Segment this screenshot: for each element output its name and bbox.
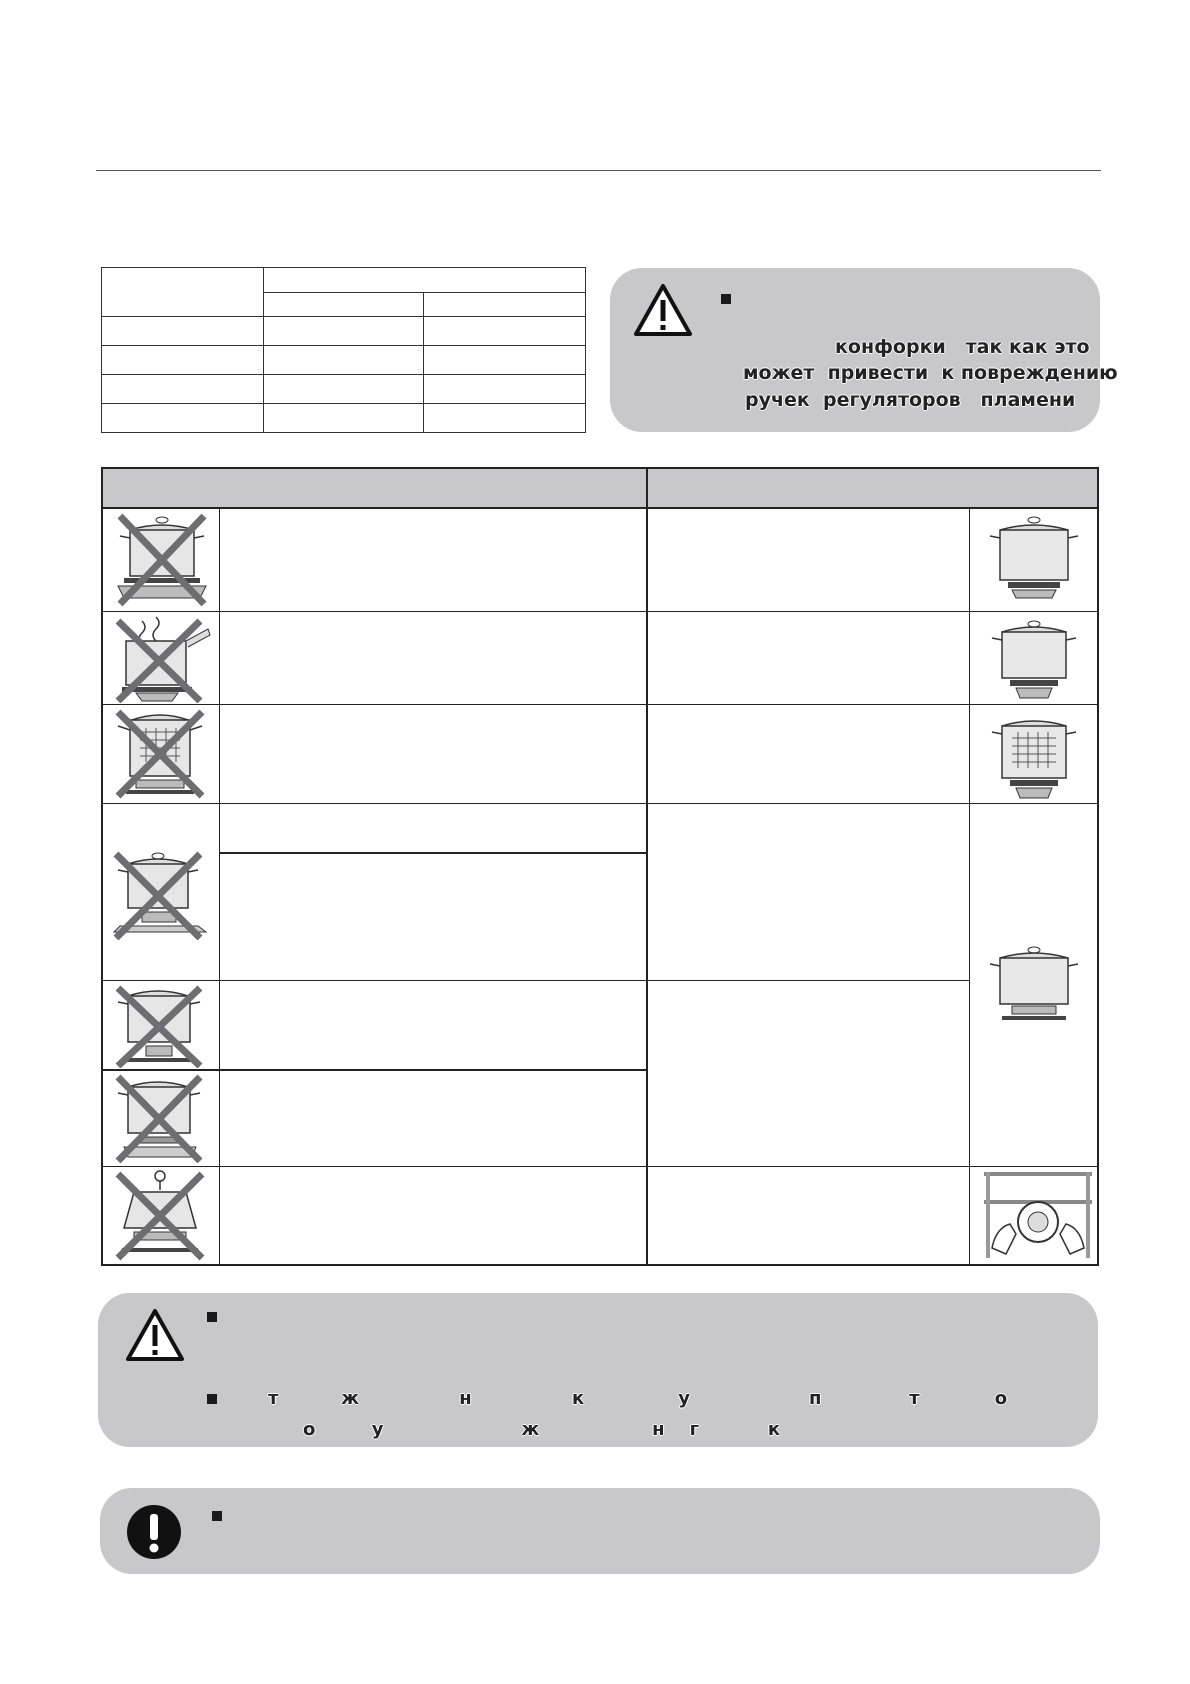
table-cell	[102, 317, 264, 346]
warning-text-line: о у ж н г к	[303, 1419, 781, 1440]
pot-on-burner-crossed-icon	[116, 512, 208, 608]
grid-line	[647, 803, 1098, 804]
grid-line	[101, 1069, 647, 1071]
kettle-on-burner-crossed-icon	[112, 1168, 208, 1262]
table-cell	[264, 404, 424, 433]
warning-triangle-icon	[632, 282, 694, 338]
correct-pot-icon	[988, 618, 1080, 702]
exclamation-circle-icon	[126, 1504, 182, 1560]
pot-on-plate-crossed-icon	[112, 850, 208, 940]
grid-line	[647, 611, 1098, 612]
table-cell	[264, 317, 424, 346]
grid-line	[647, 704, 1098, 705]
grid-line	[1097, 467, 1099, 1266]
correct-pot-icon	[988, 514, 1080, 604]
grid-line	[646, 467, 648, 1266]
grid-line	[101, 803, 647, 804]
grid-line	[101, 1264, 1099, 1266]
table-cell	[424, 292, 586, 317]
small-burner-pot-crossed-icon	[112, 984, 208, 1068]
table-cell	[264, 268, 586, 293]
general-warning-box	[98, 1293, 1098, 1447]
grid-line	[101, 467, 1099, 469]
bullet-square	[207, 1394, 217, 1404]
grid-line	[101, 467, 103, 1266]
bullet-square	[721, 294, 731, 304]
table-cell	[102, 404, 264, 433]
overflowing-pot-crossed-icon	[112, 615, 212, 703]
burner-warning-box	[610, 268, 1118, 432]
grid-line	[969, 508, 970, 1265]
table-cell	[424, 404, 586, 433]
grid-line	[101, 704, 647, 705]
table-cell	[102, 268, 264, 317]
table-cell	[424, 375, 586, 404]
table-cell	[264, 346, 424, 375]
grid-line	[647, 1166, 1098, 1167]
mandatory-notice-box	[100, 1488, 1100, 1574]
grid-line	[101, 507, 1099, 509]
correct-pot-icon	[988, 944, 1080, 1028]
warning-text-line: т ж н к у п т о	[268, 1388, 1008, 1409]
grid-line	[101, 611, 647, 612]
table-cell	[424, 317, 586, 346]
pot-without-grate-crossed-icon	[112, 1073, 208, 1163]
grid-line	[101, 1166, 647, 1167]
warning-triangle-icon	[124, 1307, 186, 1363]
bullet-square	[212, 1511, 222, 1521]
grid-line	[647, 980, 970, 981]
table-cell	[102, 375, 264, 404]
table-cell	[264, 292, 424, 317]
warning-line: ручек регуляторов пламени	[745, 389, 1076, 411]
table-cell	[102, 346, 264, 375]
warning-line: конфорки так как это	[835, 336, 1090, 358]
correct-pot-with-grid-icon	[988, 712, 1080, 802]
hands-lifting-pan-icon	[982, 1168, 1094, 1262]
pot-with-grid-crossed-icon	[112, 708, 208, 800]
table-cell	[424, 346, 586, 375]
grid-line	[101, 980, 647, 981]
table-cell	[264, 375, 424, 404]
bullet-square	[207, 1312, 217, 1322]
top-rule	[96, 170, 1101, 171]
table-header-wrong	[101, 468, 646, 508]
grid-line	[219, 508, 220, 1265]
burner-size-table	[101, 267, 586, 433]
warning-line: может привести к повреждению	[743, 362, 1118, 384]
table-header-right	[647, 468, 1099, 508]
grid-line	[219, 852, 647, 854]
